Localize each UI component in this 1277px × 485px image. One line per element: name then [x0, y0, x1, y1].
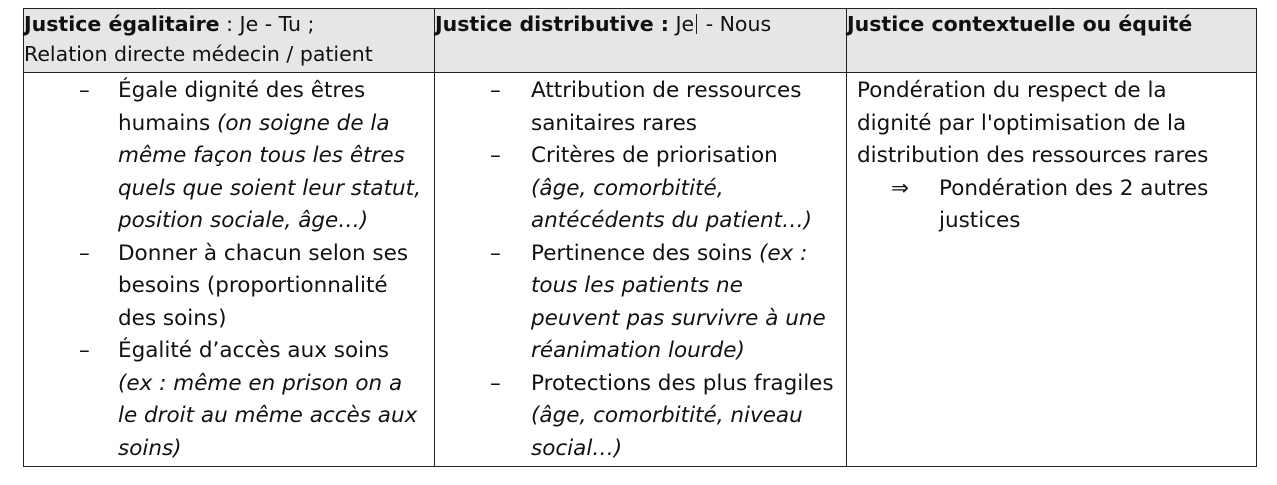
implies-arrow-icon: ⇒ — [891, 175, 910, 201]
cell-contextuelle — [847, 73, 1257, 467]
dash-bullet: – — [490, 370, 501, 396]
header-subtitle-end: - Nous — [699, 12, 772, 36]
item-text: Pertinence des soins — [531, 240, 759, 266]
item-text: Protections des plus fragiles — [531, 370, 834, 396]
arrow-item — [847, 173, 1256, 238]
item-text: Égalité d’accès aux soins — [118, 338, 389, 363]
cell-distributive — [435, 73, 847, 467]
arrow-item-text: Pondération des 2 autres justices — [939, 175, 1209, 233]
item-note: (ex : même en prison on a le droit au même accès aux soins) — [118, 370, 418, 461]
dash-bullet: – — [79, 240, 90, 266]
header-egalitaire — [24, 9, 435, 73]
list-item — [24, 238, 434, 336]
header-title: Justice contextuelle ou équité — [847, 12, 1193, 36]
header-subtitle-line2: Relation directe médecin / patient — [24, 42, 373, 66]
item-text: Égale dignité des êtres humains — [118, 78, 366, 136]
list-item — [435, 238, 846, 368]
list-item — [435, 140, 846, 238]
item-note: (on soigne de la même façon tous les êtres quels que soient leur statut, position sociale, âge…) — [118, 110, 421, 233]
dash-bullet: – — [490, 143, 501, 168]
bullet-list — [435, 73, 846, 465]
header-subtitle: Je — [668, 12, 695, 36]
list-item — [435, 75, 846, 140]
item-text: Donner à chacun selon ses besoins (proportionnalité des soins) — [118, 240, 409, 331]
justice-table — [23, 8, 1257, 467]
cell-paragraph: Pondération du respect de la dignité par l'optimisation de la distribution des ressources rares — [857, 78, 1209, 168]
list-item — [435, 368, 846, 466]
body-row — [24, 73, 1257, 467]
header-title: Justice distributive : — [435, 12, 669, 36]
item-note: (ex : tous les patients ne peuvent pas survivre à une réanimation lourde) — [531, 240, 826, 363]
header-contextuelle — [847, 9, 1257, 73]
list-item — [24, 335, 434, 465]
list-item — [24, 75, 434, 238]
item-text: Critères de priorisation — [531, 143, 778, 168]
dash-bullet: – — [79, 338, 90, 363]
dash-bullet: – — [79, 78, 90, 103]
header-distributive — [435, 9, 847, 73]
header-row — [24, 9, 1257, 73]
bullet-list — [24, 73, 434, 465]
cell-egalitaire — [24, 73, 435, 467]
header-title: Justice égalitaire — [24, 12, 220, 36]
text-cursor — [696, 14, 697, 34]
dash-bullet: – — [490, 240, 501, 266]
item-note: (âge, comorbitité, niveau social…) — [531, 403, 803, 461]
item-text: Attribution de ressources sanitaires rares — [531, 78, 802, 136]
item-note: (âge, comorbitité, antécédents du patient…) — [531, 175, 812, 233]
dash-bullet: – — [490, 78, 501, 103]
header-subtitle: : Je - Tu ; — [219, 12, 315, 36]
